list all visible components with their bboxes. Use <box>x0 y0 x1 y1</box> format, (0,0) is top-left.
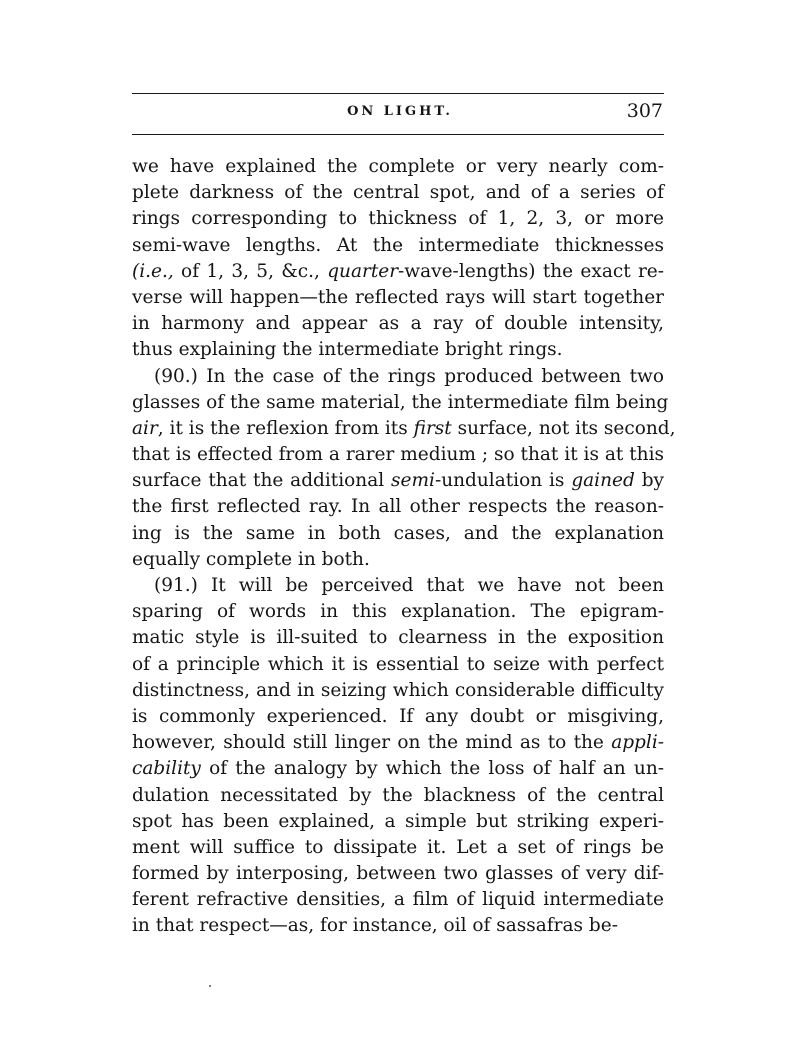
text-run: the first reflected ray. In all other respects the reason- <box>132 496 664 518</box>
text-line <box>132 809 664 835</box>
text-line <box>132 913 664 939</box>
page-number: 307 <box>626 100 663 122</box>
text-line <box>132 311 664 337</box>
text-line <box>132 887 664 913</box>
text-run: is commonly experienced. If any doubt or misgiving, <box>132 705 664 727</box>
text-line <box>132 468 664 494</box>
text-line <box>132 259 664 285</box>
text-line <box>132 730 664 756</box>
text-line <box>132 599 664 625</box>
text-run: spot has been explained, a simple but striking experi- <box>132 810 664 832</box>
text-line <box>132 494 664 520</box>
text-run: ment will suffice to dissipate it. Let a set of rings be <box>132 836 664 858</box>
text-run: surface that the additional <box>132 470 392 492</box>
text-run: -wave-lengths) the exact re- <box>398 260 665 282</box>
text-run: plete darkness of the central spot, and of a series of <box>132 182 664 204</box>
text-run: semi-wave lengths. At the intermediate thicknesses <box>132 234 664 256</box>
text-run: by <box>634 470 664 492</box>
text-run: in that respect—as, for instance, oil of sassafras be- <box>132 915 618 937</box>
text-run: of 1, 3, 5, &c., <box>173 260 328 282</box>
text-line <box>132 390 669 416</box>
text-run: we have explained the complete or very nearly com- <box>132 156 664 177</box>
text-run: however, should still linger on the mind as to the <box>132 732 612 754</box>
text-line <box>132 364 664 390</box>
text-run: (i.e., <box>132 260 174 282</box>
body-text <box>132 154 676 940</box>
text-run: first <box>413 417 452 439</box>
text-run: (90.) In the case of the rings produced between two <box>154 365 664 387</box>
text-run: , it is the reflexion from its <box>157 417 414 439</box>
text-run: of the analogy by which the loss of half an un- <box>200 758 664 780</box>
text-run: ferent refractive densities, a film of liquid intermediate <box>132 889 664 911</box>
text-line <box>132 206 664 232</box>
text-run: cability <box>132 758 201 780</box>
text-line <box>132 442 664 468</box>
text-run: matic style is ill-suited to clearness in the exposition <box>132 627 664 649</box>
text-line <box>132 861 664 887</box>
text-line <box>132 285 664 311</box>
text-line <box>132 154 664 180</box>
text-line <box>132 547 664 573</box>
text-line <box>132 337 664 363</box>
text-line <box>132 835 664 861</box>
text-line <box>132 625 664 651</box>
text-run: semi <box>391 470 435 492</box>
text-run: of a principle which it is essential to seize with perfect <box>132 653 664 675</box>
text-line <box>132 678 664 704</box>
text-run: rings corresponding to thickness of 1, 2, 3, or more <box>132 208 664 230</box>
text-run: air <box>132 417 158 439</box>
text-line <box>132 783 664 809</box>
text-line <box>132 573 664 599</box>
ink-speck <box>209 985 211 987</box>
text-run: dulation necessitated by the blackness of the central <box>132 784 664 806</box>
header-rule-top <box>132 93 664 94</box>
text-run: that is effected from a rarer medium ; so that it is at this <box>132 444 664 466</box>
text-line <box>132 704 664 730</box>
text-line <box>132 521 664 547</box>
text-run: sparing of words in this explanation. The epigram- <box>132 601 664 623</box>
text-run: distinctness, and in seizing which considerable difficulty <box>132 679 664 701</box>
text-run: glasses of the same material, the intermediate film being <box>132 391 669 413</box>
text-line <box>132 180 664 206</box>
text-line <box>132 233 664 259</box>
text-run: formed by interposing, between two glasses of very dif- <box>132 863 664 885</box>
text-run: -undulation is <box>434 470 572 492</box>
text-run: (91.) It will be perceived that we have not been <box>154 575 664 596</box>
text-line <box>132 416 676 442</box>
text-run: surface, not its second, <box>451 417 676 439</box>
text-run: thus explaining the intermediate bright rings. <box>132 339 563 361</box>
text-run: in harmony and appear as a ray of double intensity, <box>132 313 664 335</box>
text-run: ing is the same in both cases, and the explanation <box>132 522 664 544</box>
running-title: ON LIGHT. <box>347 104 453 119</box>
text-line <box>132 652 664 678</box>
header-rule-bottom <box>132 134 664 135</box>
text-run: verse will happen—the reflected rays will start together <box>132 286 664 308</box>
text-run: equally complete in both. <box>132 548 370 570</box>
text-line <box>132 756 664 782</box>
text-run: appli- <box>611 732 664 754</box>
text-run: quarter <box>327 260 399 282</box>
text-run: gained <box>571 470 635 492</box>
